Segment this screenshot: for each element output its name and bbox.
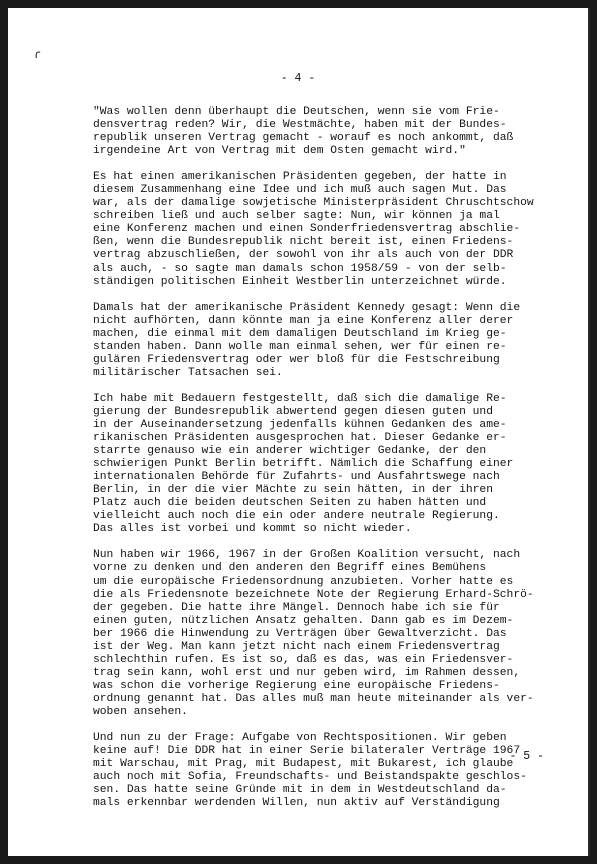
paragraph-grosse-koalition: Nun haben wir 1966, 1967 in der Großen Koalition versucht, nach vorne zu denken und den anderen den Begriff eines Bemühens um die europäische Friedensordnung anzubieten. Vorher hatte es die als Friedensnote bezeichnete Note der Regierung Erhard-Schrö- der gegeben. Die hatte ihre Mängel. Dennoch habe ich sie für einen guten, nützlichen Ansatz gehalten. Dann gab es im Dezem- ber 1966 die Hinwendung zu Verträgen über Gewaltverzicht. Das ist der Weg. Man kann jetzt nicht nach einem Friedensvertrag schlechthin rufen. Es ist so, daß es das, was ein Friedensver- trag sein kann, wohl erst und nur geben wird, im Rahmen dessen, was schon die vorherige Regierung eine europäische Friedens- ordnung genannt hat. Das alles muß man heute miteinander als ver- woben ansehen. xyxy=(93,549,534,718)
paragraph-chruschtschow: Es hat einen amerikanischen Präsidenten gegeben, der hatte in diesem Zusammenhang eine Idee und ich muß auch sagen Mut. Das war, als der damalige sowjetische Ministerpräsident Chruschtschow schreiben ließ und auch selber sagte: Nun, wir können ja mal eine Konferenz machen und einen Sonderfriedensvertrag abschlie- ßen, wenn die Bundesrepublik nicht bereit ist, einen Friedens- vertrag abzuschließen, der sowohl von ihr als auch von der DDR als auch, - so sagte man damals schon 1958/59 - von der selb- ständigen politischen Einheit Westberlin unterzeichnet würde. xyxy=(93,171,534,288)
next-page-marker: - 5 - xyxy=(509,750,544,763)
document-page xyxy=(8,8,590,856)
paragraph-bedauern: Ich habe mit Bedauern festgestellt, daß sich die damalige Re- gierung der Bundesrepublik abwertend gegen diesen guten und in der Auseinandersetzung jedenfalls kühnen Gedanken des ame- rikanischen Präsidenten ausgesprochen hat. Dieser Gedanke er- starrte genauso wie ein anderer wichtiger Gedanke, der den schwierigen Punkt Berlin betrifft. Nämlich die Schaffung einer internationalen Behörde für Zufahrts- und Ausfahrtswege nach Berlin, in der die vier Mächte zu sein hätten, in der ihren Platz auch die beiden deutschen Seiten zu haben hätten und vielleicht auch noch die ein oder andere neutrale Regierung. Das alles ist vorbei und kommt so nicht wieder. xyxy=(93,392,514,536)
paragraph-kennedy: Damals hat der amerikanische Präsident Kennedy gesagt: Wenn die nicht aufhörten, dann könnte man ja eine Konferenz aller derer machen, die einmal mit dem damaligen Deutschland im Krieg ge- standen haben. Dann wolle man einmal sehen, wer für einen re- gulären Friedensvertrag oder wer bloß für die Festschreibung militärischer Tatsachen sei. xyxy=(93,301,521,379)
page-number: - 4 - xyxy=(280,72,316,85)
margin-mark: ɾ xyxy=(34,48,42,62)
paragraph-quote: "Was wollen denn überhaupt die Deutschen, wenn sie vom Frie- densvertrag reden? Wir, die Westmächte, haben mit der Bundes- republik unseren Vertrag gemacht - worauf es noch ankommt, daß irgendeine Art von Vertrag mit dem Osten gemacht wird." xyxy=(93,106,514,158)
body-text xyxy=(93,106,568,823)
paragraph-rechtspositionen: Und nun zu der Frage: Aufgabe von Rechtspositionen. Wir geben keine auf! Die DDR hat in einer Serie bilateraler Verträge 1967 mit Warschau, mit Prag, mit Budapest, mit Bukarest, ich glaube auch noch mit Sofia, Freundschafts- und Beistandspakte geschlos- sen. Das hatte seine Gründe mit in dem in Westdeutschland da- mals erkennbar werdenden Willen, nun aktiv auf Verständigung xyxy=(93,732,527,810)
